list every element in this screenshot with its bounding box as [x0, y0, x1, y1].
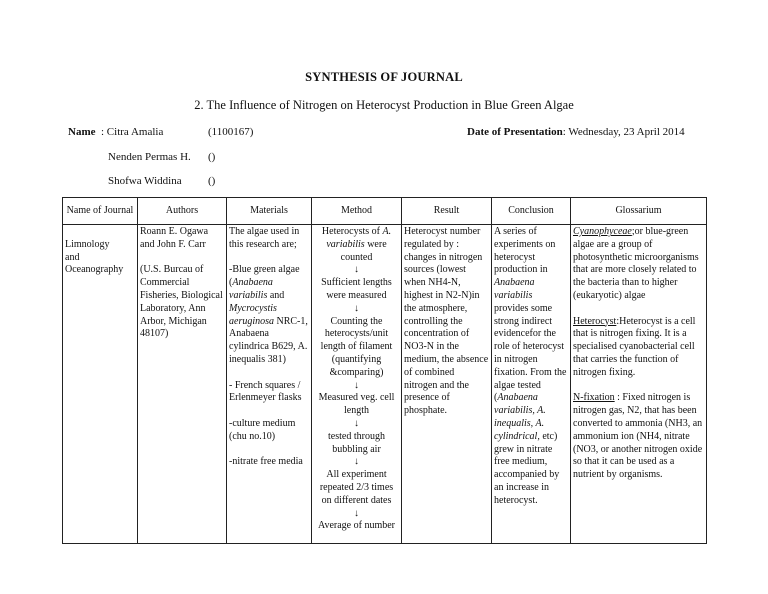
document-title: SYNTHESIS OF JOURNAL — [305, 70, 463, 84]
author-name-3: Shofwa Widdina — [108, 175, 182, 187]
author-id-1: (1100167) — [208, 126, 254, 138]
glossary-entry: N-fixation : Fixed nitrogen is nitrogen gas, N2, that has been converted to ammonia (NH3, an ammonium ion (NH4, nitrate (NO3, or another nitrogen oxide so that it can be used as a nutrient by organisms. — [573, 392, 703, 481]
conclusion-text: A series of experiments on heterocyst production in Anabaena variabilis provides some strong indirect evidencefor the role of heterocyst in nitrogen fixation. From the algae tested (Anabaena variabilis, A. inequalis, A. cylindrical, etc) grew in nitrate free medium, accompanied by an increase in heterocyst. — [494, 226, 567, 506]
date-label: Date of Presentation — [467, 126, 563, 138]
method-cell — [312, 225, 402, 544]
glossary-term: Heterocyst — [573, 315, 617, 327]
journal-line: and — [65, 251, 80, 263]
table-row — [63, 225, 707, 544]
down-arrow-icon: ↓ — [354, 417, 359, 429]
down-arrow-icon: ↓ — [354, 302, 359, 314]
result-cell — [402, 225, 492, 544]
down-arrow-icon: ↓ — [354, 456, 359, 468]
method-step: Heterocysts of A. variabilis were counted — [321, 226, 392, 263]
glossary-entry: Heterocyst:Heterocyst is a cell that is nitrogen fixing. It is a specialised cyanobacterial cell that carries the function of nitrogen fixing. — [573, 315, 696, 378]
materials-medium: -culture medium (chu no.10) — [229, 417, 296, 442]
header-authors: Authors — [138, 198, 227, 225]
down-arrow-icon: ↓ — [354, 507, 359, 519]
journal-line: Limnology — [65, 238, 110, 250]
presentation-date — [467, 126, 685, 138]
method-step: tested through bubbling air — [328, 430, 385, 455]
author-id-2: () — [208, 151, 216, 163]
materials-intro: The algae used in this research are; — [229, 226, 300, 250]
journal-cell — [63, 225, 138, 544]
header-method: Method — [312, 198, 402, 225]
method-step: Average of number — [317, 520, 395, 532]
document-subtitle: 2. The Influence of Nitrogen on Heterocyst Production in Blue Green Algae — [194, 98, 574, 112]
glossary-term: Cyanophyceae — [573, 226, 632, 237]
materials-flasks: - French squares / Erlenmeyer flasks — [229, 379, 302, 404]
method-step: Measured veg. cell length — [318, 392, 395, 417]
author-name-1: : Citra Amalia — [101, 126, 164, 138]
method-step: Sufficient lengths were measured — [321, 277, 392, 301]
header-conclusion: Conclusion — [492, 198, 571, 225]
name-label: Name — [68, 126, 96, 138]
date-value: : Wednesday, 23 April 2014 — [562, 126, 685, 138]
authors-affiliation: (U.S. Burcau of Commercial Fisheries, Biological Laboratory, Ann Arbor, Michigan 48107) — [140, 264, 223, 340]
author-name-2: Nenden Permas H. — [108, 151, 191, 163]
glossarium-cell — [571, 225, 707, 544]
glossary-entry: Cyanophyceae;or blue-green algae are a group of photosynthetic microorganisms that are more closely related to the bacteria than to higher (eukaryotic) algae — [573, 226, 699, 301]
materials-nitrate: -nitrate free media — [229, 456, 303, 468]
header-materials: Materials — [227, 198, 312, 225]
glossary-term: N-fixation — [573, 392, 615, 404]
journal-line: Oceanography — [65, 264, 124, 276]
materials-algae: -Blue green algae (Anabaena variabilis and Mycrocystis aeruginosa NRC-1, Anabaena cylindrica B629, A. inequalis 381) — [229, 264, 308, 365]
synthesis-table — [62, 197, 707, 544]
header-journal: Name of Journal — [63, 198, 138, 225]
conclusion-cell — [492, 225, 571, 544]
author-id-3: () — [208, 175, 216, 187]
method-step: All experiment repeated 2/3 times on different dates — [319, 469, 394, 506]
header-result: Result — [402, 198, 492, 225]
down-arrow-icon: ↓ — [354, 264, 359, 276]
down-arrow-icon: ↓ — [354, 379, 359, 391]
materials-cell — [227, 225, 312, 544]
header-glossarium: Glossarium — [571, 198, 707, 225]
result-text: Heterocyst number regulated by : changes in nitrogen sources (lowest when NH4-N, highest in N2-N)in the atmosphere, controlling the concentration of NO3-N in the medium, the absence of combined nitrogen and the presence of phosphate. — [404, 226, 489, 417]
table-header-row — [63, 198, 707, 225]
authors-names: Roann E. Ogawa and John F. Carr — [140, 226, 209, 250]
authors-cell — [138, 225, 227, 544]
method-step: Counting the heterocysts/unit length of filament (quantifying &comparing) — [320, 315, 393, 378]
